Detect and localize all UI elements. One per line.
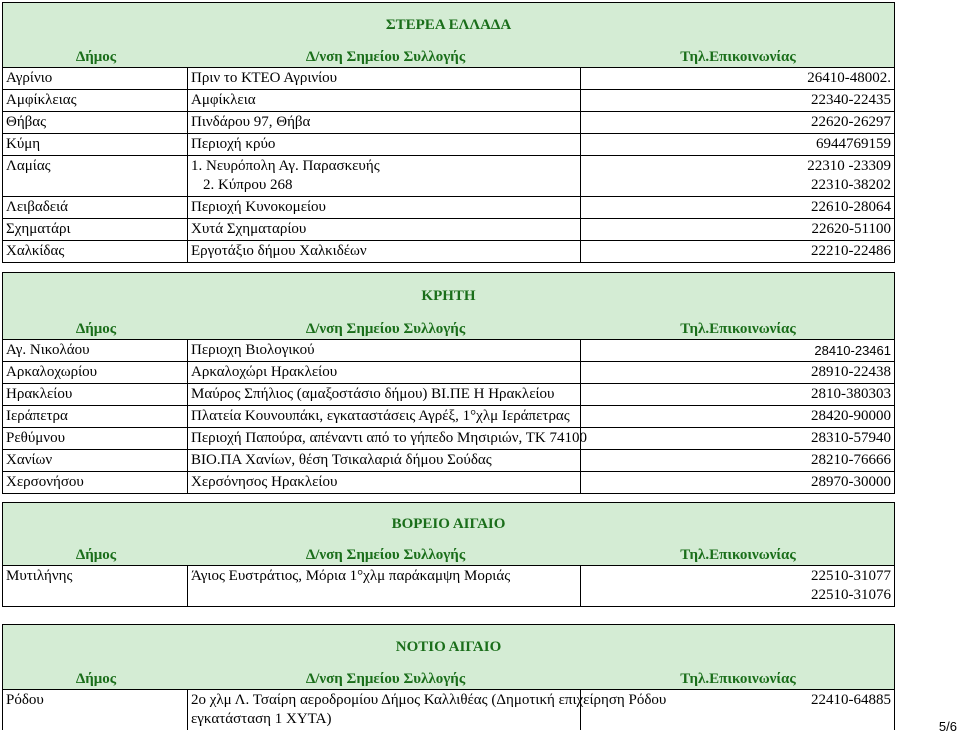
header-row <box>2 319 895 340</box>
section-title: ΣΤΕΡΕΑ ΕΛΛΑΔΑ <box>2 2 895 47</box>
cell-dimos: Αμφίκλειας <box>2 90 188 112</box>
cell-address: Περιοχη Βιολογικού <box>188 340 581 362</box>
cell-address: Χερσόνησος Ηρακλείου <box>188 472 581 494</box>
cell-phone: 22340-22435 <box>581 90 895 112</box>
address-line-2: 2. Κύπρου 268 <box>203 177 293 193</box>
cell-phone: 22210-22486 <box>581 241 895 263</box>
cell-address: Άγιος Ευστράτιος, Μόρια 1°χλμ παράκαμψη Μοριάς <box>188 566 581 607</box>
cell-phone <box>581 156 895 197</box>
cell-address <box>188 690 667 730</box>
cell-phone: 26410-48002. <box>581 68 895 90</box>
cell-phone: 28420-90000 <box>581 406 895 428</box>
cell-phone: 22620-26297 <box>581 112 895 134</box>
header-tilefono: Τηλ.Επικοινωνίας <box>680 321 796 337</box>
cell-address: Αρκαλοχώρι Ηρακλείου <box>188 362 581 384</box>
header-row <box>2 545 895 566</box>
cell-phone: 22620-51100 <box>581 219 895 241</box>
cell-address: Πινδάρου 97, Θήβα <box>188 112 581 134</box>
cell-dimos: Αγ. Νικολάου <box>2 340 188 362</box>
phone-line-1: 22310 -23309 <box>807 158 891 174</box>
table-row <box>2 362 895 384</box>
header-simeio: Δ/νση Σημείου Συλλογής <box>305 49 466 65</box>
cell-phone: 28910-22438 <box>581 362 895 384</box>
phone-line-2: 22510-31076 <box>811 587 891 603</box>
header-tilefono: Τηλ.Επικοινωνίας <box>680 547 796 563</box>
header-tilefono: Τηλ.Επικοινωνίας <box>680 671 796 687</box>
cell-phone: 28310-57940 <box>581 428 895 450</box>
address-line-2: εγκατάσταση 1 ΧΥΤΑ) <box>191 711 332 727</box>
cell-address: Αμφίκλεια <box>188 90 581 112</box>
address-line-1: 1. Νευρόπολη Αγ. Παρασκευής <box>191 158 380 174</box>
header-simeio: Δ/νση Σημείου Συλλογής <box>305 547 466 563</box>
header-tilefono: Τηλ.Επικοινωνίας <box>680 49 796 65</box>
table-row <box>2 428 895 450</box>
cell-phone: 6944769159 <box>581 134 895 156</box>
cell-dimos: Αρκαλοχωρίου <box>2 362 188 384</box>
cell-phone: 28970-30000 <box>581 472 895 494</box>
section-voreio <box>2 502 895 607</box>
cell-dimos: Χαλκίδας <box>2 241 188 263</box>
cell-dimos: Ρεθύμνου <box>2 428 188 450</box>
cell-phone: 22410-64885 <box>581 690 895 730</box>
table-row <box>2 340 895 362</box>
cell-address: Περιοχή Κυνοκομείου <box>188 197 581 219</box>
cell-dimos: Ρόδου <box>2 690 188 730</box>
cell-dimos: Ιεράπετρα <box>2 406 188 428</box>
cell-dimos: Χανίων <box>2 450 188 472</box>
table-row <box>2 450 895 472</box>
address-line-1: 2ο χλμ Λ. Τσαίρη αεροδρομίου Δήμος Καλλιθέας (Δημοτική επιχείρηση Ρόδου <box>191 692 667 708</box>
cell-dimos: Αγρίνιο <box>2 68 188 90</box>
section-kriti <box>2 272 895 494</box>
page-number: 5/6 <box>938 719 957 734</box>
cell-address: Περιοχή κρύο <box>188 134 581 156</box>
cell-dimos: Λαμίας <box>2 156 188 197</box>
header-simeio: Δ/νση Σημείου Συλλογής <box>305 671 466 687</box>
section-title: ΝΟΤΙΟ ΑΙΓΑΙΟ <box>2 624 895 669</box>
cell-dimos: Μυτιλήνης <box>2 566 188 607</box>
cell-phone: 2810-380303 <box>581 384 895 406</box>
cell-dimos: Σχηματάρι <box>2 219 188 241</box>
section-title: ΒΟΡΕΙΟ ΑΙΓΑΙΟ <box>2 502 895 545</box>
cell-address: Πριν το ΚΤΕΟ Αγρινίου <box>188 68 581 90</box>
cell-address <box>188 156 581 197</box>
cell-phone: 28210-76666 <box>581 450 895 472</box>
section-sterea <box>2 2 895 263</box>
header-simeio: Δ/νση Σημείου Συλλογής <box>305 321 466 337</box>
table-row <box>2 68 895 90</box>
cell-dimos: Χερσονήσου <box>2 472 188 494</box>
header-dimos: Δήμος <box>75 547 117 563</box>
table-row <box>2 134 895 156</box>
cell-address: Μαύρος Σπήλιος (αμαξοστάσιο δήμου) ΒΙ.ΠΕ Η Ηρακλείου <box>188 384 581 406</box>
section-notio <box>2 624 895 730</box>
header-row <box>2 669 895 690</box>
table-row <box>2 472 895 494</box>
table-row <box>2 219 895 241</box>
cell-address: Πλατεία Κουνουπάκι, εγκαταστάσεις Αγρέξ, 1°χλμ Ιεράπετρας <box>188 406 581 428</box>
header-dimos: Δήμος <box>75 671 117 687</box>
section-title: ΚΡΗΤΗ <box>2 272 895 319</box>
cell-dimos: Ηρακλείου <box>2 384 188 406</box>
cell-address: ΒΙΟ.ΠΑ Χανίων, θέση Τσικαλαριά δήμου Σούδας <box>188 450 581 472</box>
table-row <box>2 241 895 263</box>
phone-line-2: 22310-38202 <box>811 177 891 193</box>
cell-dimos: Θήβας <box>2 112 188 134</box>
header-dimos: Δήμος <box>75 321 117 337</box>
cell-address: Εργοτάξιο δήμου Χαλκιδέων <box>188 241 581 263</box>
cell-address: Περιοχή Παπούρα, απέναντι από το γήπεδο Μησιριών, ΤΚ 74100 <box>188 428 581 450</box>
phone-line-1: 22510-31077 <box>811 568 891 584</box>
cell-phone <box>581 566 895 607</box>
table-row <box>2 690 895 730</box>
table-row <box>2 566 895 607</box>
cell-dimos: Κύμη <box>2 134 188 156</box>
cell-phone: 22610-28064 <box>581 197 895 219</box>
table-row <box>2 90 895 112</box>
table-row <box>2 112 895 134</box>
header-dimos: Δήμος <box>75 49 117 65</box>
table-row <box>2 384 895 406</box>
header-row <box>2 47 895 68</box>
table-row <box>2 406 895 428</box>
cell-address: Χυτά Σχηματαρίου <box>188 219 581 241</box>
cell-dimos: Λειβαδειά <box>2 197 188 219</box>
cell-phone: 28410-23461 <box>581 340 895 362</box>
table-row <box>2 156 895 197</box>
table-row <box>2 197 895 219</box>
